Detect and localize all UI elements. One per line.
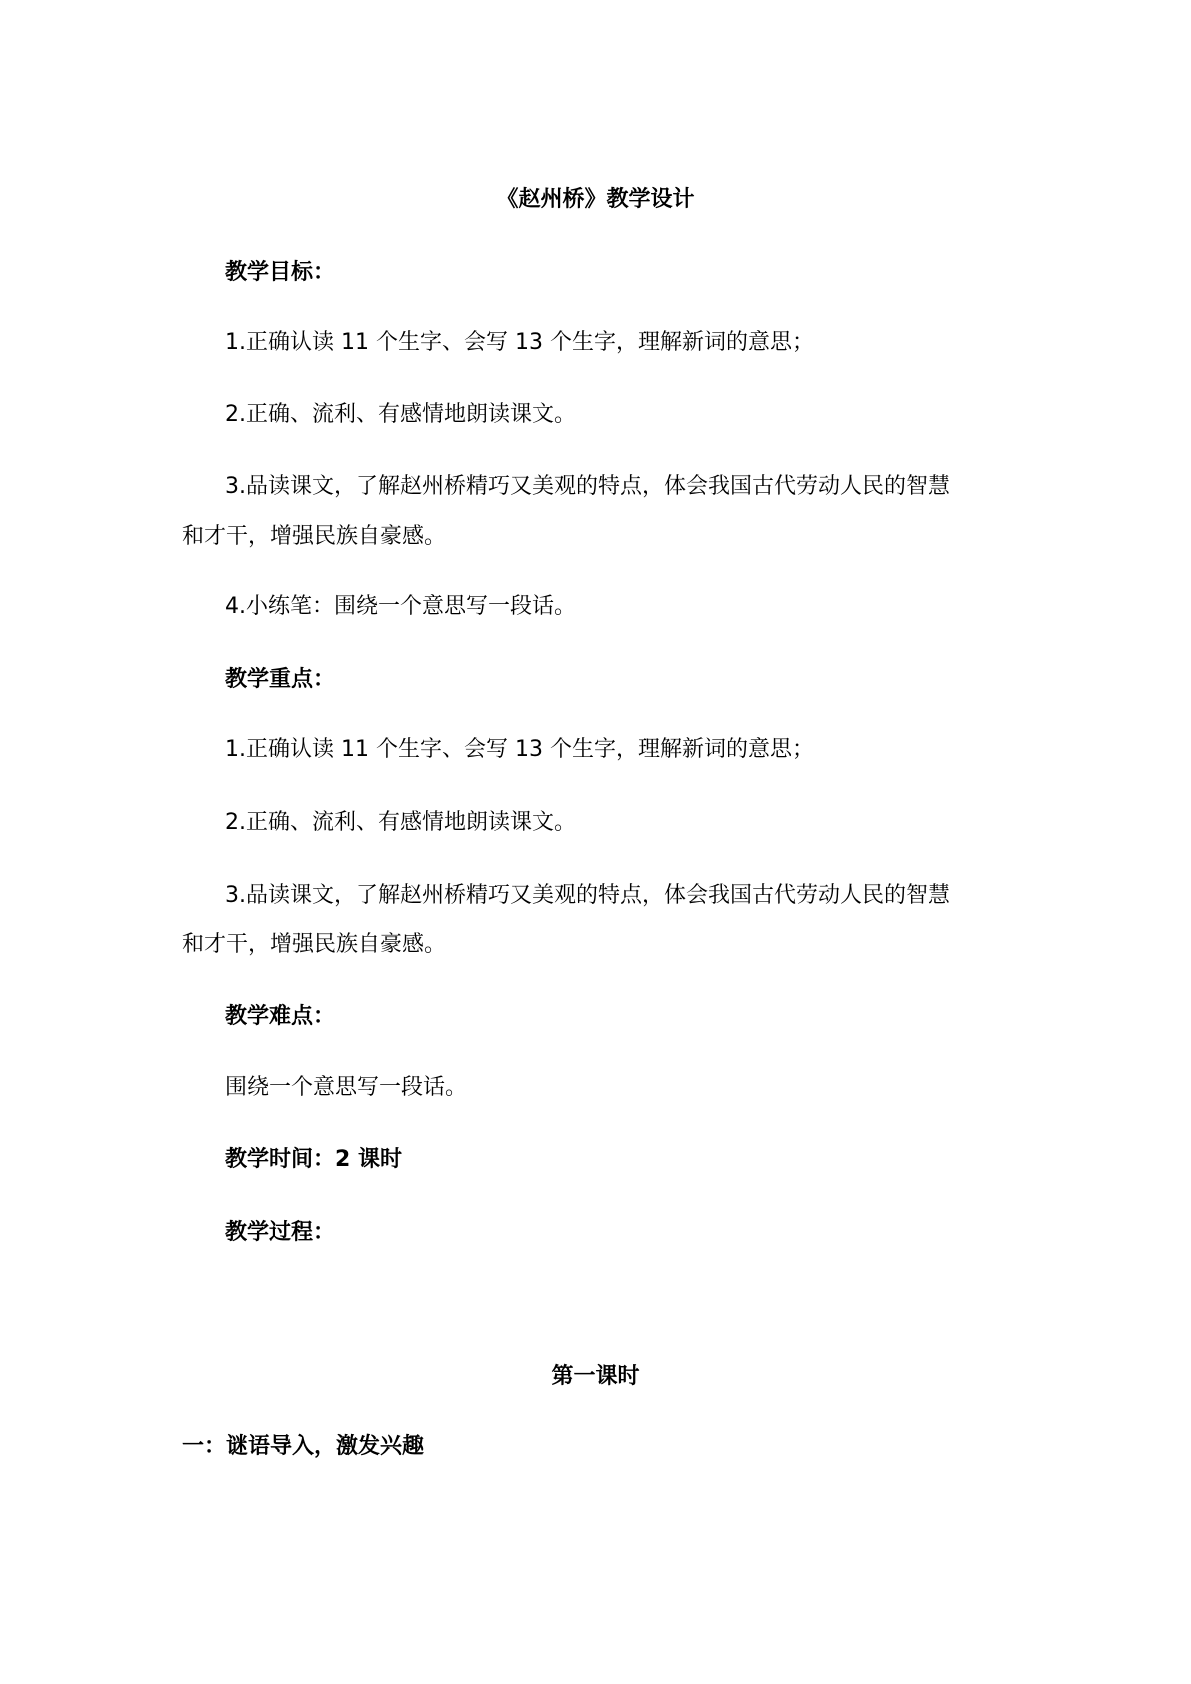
key-point-item-3: 3.品读课文，了解赵州桥精巧又美观的特点，体会我国古代劳动人民的智慧 (225, 883, 950, 908)
teaching-time: 教学时间：2 课时 (225, 1147, 402, 1172)
objective-item-3-continued: 和才干，增强民族自豪感。 (182, 524, 447, 549)
document-title: 《赵州桥》教学设计 (496, 187, 695, 212)
section-one-heading: 一：谜语导入，激发兴趣 (182, 1434, 425, 1459)
objectives-heading: 教学目标： (225, 260, 336, 285)
lesson-heading: 第一课时 (551, 1364, 640, 1389)
process-heading: 教学过程： (225, 1220, 336, 1245)
key-point-item-3-continued: 和才干，增强民族自豪感。 (182, 932, 447, 957)
key-point-item-1: 1.正确认读 11 个生字、会写 13 个生字，理解新词的意思； (225, 737, 814, 762)
key-point-item-2: 2.正确、流利、有感情地朗读课文。 (225, 810, 576, 835)
objective-item-2: 2.正确、流利、有感情地朗读课文。 (225, 402, 576, 427)
difficulty-text: 围绕一个意思写一段话。 (225, 1075, 468, 1100)
objective-item-3: 3.品读课文，了解赵州桥精巧又美观的特点，体会我国古代劳动人民的智慧 (225, 474, 950, 499)
objective-item-1: 1.正确认读 11 个生字、会写 13 个生字，理解新词的意思； (225, 330, 814, 355)
difficulty-heading: 教学难点： (225, 1004, 336, 1029)
objective-item-4: 4.小练笔：围绕一个意思写一段话。 (225, 594, 576, 619)
key-points-heading: 教学重点： (225, 667, 336, 692)
